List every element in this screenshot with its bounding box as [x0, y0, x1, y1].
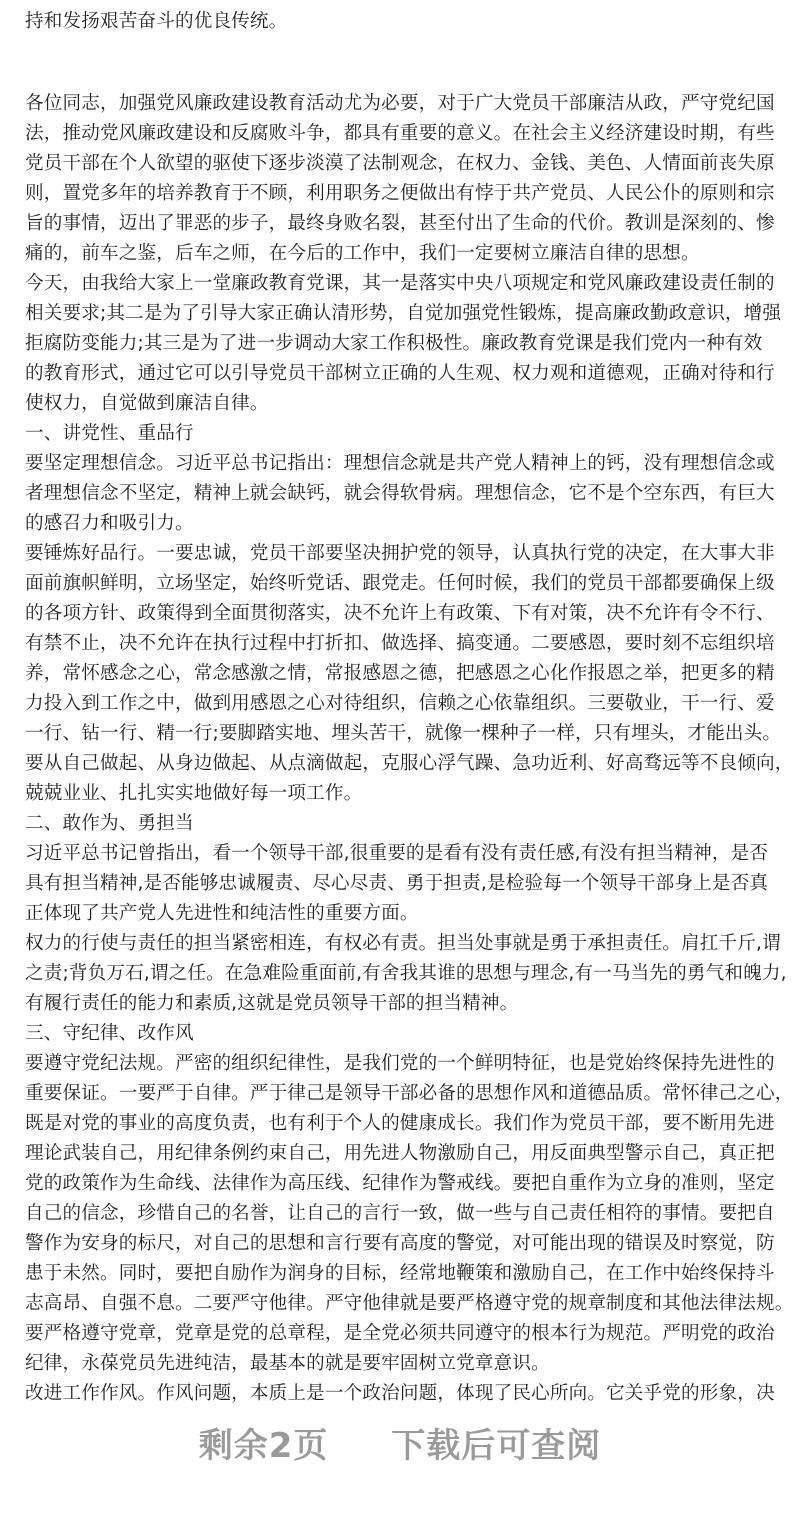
- remaining-pages-label: 剩余2页: [198, 1426, 329, 1466]
- text-line: 各位同志，加强党风廉政建设教育活动尤为必要，对于广大党员干部廉洁从政，严守党纪国: [25, 93, 775, 114]
- text-line: 相关要求;其二是为了引导大家正确认清形势，自觉加强党性锻炼，提高廉政勤政意识，增强: [25, 303, 782, 324]
- text-line: 习近平总书记曾指出，看一个领导干部,很重要的是看有没有责任感,有没有担当精神，是否: [25, 843, 769, 864]
- text-line: 要坚定理想信念。习近平总书记指出：理想信念就是共产党人精神上的钙，没有理想信念或: [25, 453, 775, 474]
- text-line: 持和发扬艰苦奋斗的优良传统。: [25, 11, 288, 32]
- text-line: 既是对党的事业的高度负责，也有利于个人的健康成长。我们作为党员干部，要不断用先进: [25, 1113, 775, 1134]
- text-line: 要从自己做起、从身边做起、从点滴做起，克服心浮气躁、急功近利、好高骛远等不良倾向，: [25, 753, 794, 774]
- section-heading: 三、守纪律、改作风: [25, 1023, 194, 1044]
- text-line: 要锤炼好品行。一要忠诚，党员干部要坚决拥护党的领导，认真执行党的决定，在大事大非: [25, 543, 775, 564]
- text-line: 使权力，自觉做到廉洁自律。: [25, 393, 269, 414]
- text-line: 具有担当精神,是否能够忠诚履责、尽心尽责、勇于担责,是检验每一个领导干部身上是否真: [25, 873, 769, 894]
- text-line: 要严格遵守党章，党章是党的总章程，是全党必须共同遵守的根本行为规范。严明党的政治: [25, 1323, 775, 1344]
- text-line: 纪律，永葆党员先进纯洁，最基本的就是要牢固树立党章意识。: [25, 1353, 550, 1374]
- section-heading: 一、讲党性、重品行: [25, 423, 194, 444]
- section-heading: 二、敢作为、勇担当: [25, 813, 194, 834]
- text-line: 要遵守党纪法规。严密的组织纪律性，是我们党的一个鲜明特征，也是党始终保持先进性的: [25, 1053, 775, 1074]
- text-line: 改进工作作风。作风问题，本质上是一个政治问题，体现了民心所向。它关乎党的形象，决: [25, 1383, 775, 1404]
- text-line: 则，置党多年的培养教育于不顾，利用职务之便做出有悖于共产党员、人民公仆的原则和宗: [25, 183, 775, 204]
- text-line: 痛的，前车之鉴，后车之师，在今后的工作中，我们一定要树立廉洁自律的思想。: [25, 243, 700, 264]
- text-line: 的感召力和吸引力。: [25, 513, 194, 534]
- text-line: 养，常怀感念之心，常念感激之情，常报感恩之德，把感恩之心化作报恩之举，把更多的精: [25, 663, 775, 684]
- download-hint-label[interactable]: 下载后可查阅: [391, 1426, 602, 1466]
- text-line: 力投入到工作之中，做到用感恩之心对待组织，信赖之心依靠组织。三要敬业，干一行、爱: [25, 693, 775, 714]
- text-line: 患于未然。同时，要把自励作为润身的目标，经常地鞭策和激励自己，在工作中始终保持斗: [25, 1263, 775, 1284]
- text-line: 一行、钻一行、精一行;要脚踏实地、埋头苦干，就像一棵种子一样，只有埋头，才能出头。: [25, 723, 782, 744]
- text-line: 兢兢业业、扎扎实实地做好每一项工作。: [25, 783, 363, 804]
- text-line: 的各项方针、政策得到全面贯彻落实，决不允许上有政策、下有对策，决不允许有令不行、: [25, 603, 775, 624]
- text-line: 理论武装自己，用纪律条例约束自己，用先进人物激励自己，用反面典型警示自己，真正把: [25, 1143, 775, 1164]
- text-line: 有禁不止，决不允许在执行过程中打折扣、做选择、搞变通。二要感恩，要时刻不忘组织培: [25, 633, 775, 654]
- text-line: 面前旗帜鲜明，立场坚定，始终听党话、跟党走。任何时候，我们的党员干部都要确保上级: [25, 573, 775, 594]
- text-line: 自己的信念，珍惜自己的名誉，让自己的言行一致，做一些与自己责任相符的事情。要把自: [25, 1203, 775, 1224]
- text-line: 有履行责任的能力和素质,这就是党员领导干部的担当精神。: [25, 993, 519, 1014]
- download-banner[interactable]: [0, 1418, 800, 1474]
- text-line: 法，推动党风廉政建设和反腐败斗争，都具有重要的意义。在社会主义经济建设时期，有些: [25, 123, 775, 144]
- text-line: 今天，由我给大家上一堂廉政教育党课，其一是落实中央八项规定和党风廉政建设责任制的: [25, 273, 775, 294]
- text-line: 旨的事情，迈出了罪恶的步子，最终身败名裂，甚至付出了生命的代价。教训是深刻的、惨: [25, 213, 775, 234]
- text-line: 重要保证。一要严于自律。严于律己是领导干部必备的思想作风和道德品质。常怀律己之心，: [25, 1083, 794, 1104]
- text-line: 志高昂、自强不息。二要严守他律。严守他律就是要严格遵守党的规章制度和其他法律法规。: [25, 1293, 794, 1314]
- text-line: 警作为安身的标尺，对自己的思想和言行要有高度的警觉，对可能出现的错误及时察觉，防: [25, 1233, 775, 1254]
- text-line: 拒腐防变能力;其三是为了进一步调动大家工作积极性。廉政教育党课是我们党内一种有效: [25, 333, 763, 354]
- text-line: 党员干部在个人欲望的驱使下逐步淡漠了法制观念，在权力、金钱、美色、人情面前丧失原: [25, 153, 775, 174]
- text-line: 权力的行使与责任的担当紧密相连，有权必有责。担当处事就是勇于承担责任。肩扛千斤,谓: [25, 933, 781, 954]
- text-line: 之责;背负万石,谓之任。在急难险重面前,有舍我其谁的思想与理念,有一马当先的勇气和魄力,: [25, 963, 787, 984]
- text-line: 正体现了共产党人先进性和纯洁性的重要方面。: [25, 903, 419, 924]
- text-line: 党的政策作为生命线、法律作为高压线、纪律作为警戒线。要把自重作为立身的准则，坚定: [25, 1173, 775, 1194]
- text-line: 的教育形式，通过它可以引导党员干部树立正确的人生观、权力观和道德观，正确对待和行: [25, 363, 775, 384]
- text-line: 者理想信念不坚定，精神上就会缺钙，就会得软骨病。理想信念，它不是个空东西，有巨大: [25, 483, 775, 504]
